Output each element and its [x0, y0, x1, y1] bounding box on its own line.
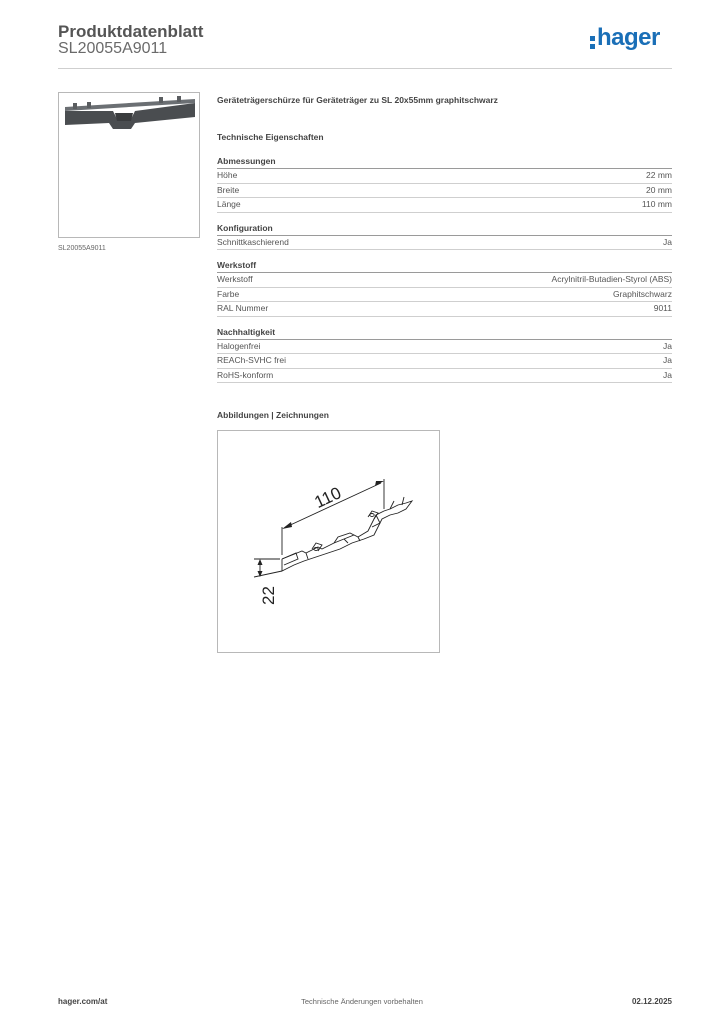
spec-label: Farbe — [217, 288, 240, 299]
spec-row — [217, 198, 672, 213]
dimension-height-label: 22 — [259, 586, 278, 605]
spec-row — [217, 273, 672, 288]
footer-website[interactable]: hager.com/at — [58, 997, 108, 1006]
page-header — [58, 20, 672, 69]
footer-date: 02.12.2025 — [631, 997, 672, 1006]
product-title: Geräteträgerschürze für Geräteträger zu SL 20x55mm graphitschwarz — [217, 95, 498, 105]
spec-label: Höhe — [217, 170, 238, 180]
spec-row — [217, 302, 672, 317]
spec-value: 110 mm — [641, 199, 672, 209]
footer-note: Technische Änderungen vorbehalten — [301, 997, 423, 1006]
spec-group-material — [217, 260, 672, 317]
spec-value: Ja — [663, 355, 672, 365]
drawing-title: Abbildungen | Zeichnungen — [217, 410, 329, 420]
product-photo — [58, 92, 200, 238]
spec-row — [217, 236, 672, 251]
article-number: SL20055A9011 — [58, 40, 168, 57]
group-title: Abmessungen — [217, 156, 672, 169]
spec-row — [217, 288, 672, 303]
spec-row — [217, 184, 672, 199]
document-title: Produktdatenblatt — [58, 22, 204, 41]
logo-dots-icon — [590, 36, 595, 50]
section-title: Technische Eigenschaften — [217, 132, 324, 142]
product-photo-image — [59, 93, 199, 237]
spec-value: Ja — [663, 340, 672, 351]
group-title: Werkstoff — [217, 260, 672, 273]
spec-group-dimensions — [217, 156, 672, 213]
spec-value: Graphitschwarz — [612, 288, 672, 299]
spec-value: 20 mm — [646, 184, 672, 195]
spec-row — [217, 354, 672, 369]
spec-value: 9011 — [653, 303, 672, 313]
spec-value: 22 mm — [646, 170, 672, 180]
logo-wordmark: hager — [597, 24, 660, 51]
spec-label: RAL Nummer — [217, 303, 269, 313]
technical-drawing — [217, 430, 440, 653]
hager-logo — [590, 26, 672, 56]
spec-label: Werkstoff — [217, 274, 253, 284]
spec-group-sustainability — [217, 327, 672, 384]
spec-row — [217, 369, 672, 384]
specification-content — [217, 95, 672, 393]
spec-label: Breite — [217, 184, 240, 195]
group-title: Konfiguration — [217, 223, 672, 236]
spec-row — [217, 169, 672, 184]
spec-label: Länge — [217, 199, 241, 209]
spec-value: Ja — [663, 369, 672, 380]
photo-caption: SL20055A9011 — [58, 245, 106, 252]
spec-label: REACh-SVHC frei — [217, 355, 286, 365]
group-title: Nachhaltigkeit — [217, 327, 672, 340]
spec-value: Acrylnitril-Butadien-Styrol (ABS) — [551, 274, 672, 284]
spec-label: Schnittkaschierend — [217, 236, 289, 247]
spec-group-configuration — [217, 223, 672, 251]
spec-label: Halogenfrei — [217, 340, 261, 351]
technical-drawing-image — [218, 431, 439, 652]
spec-label: RoHS-konform — [217, 369, 274, 380]
spec-row — [217, 340, 672, 355]
spec-value: Ja — [663, 236, 672, 247]
dimension-length-label: 110 — [311, 483, 345, 512]
